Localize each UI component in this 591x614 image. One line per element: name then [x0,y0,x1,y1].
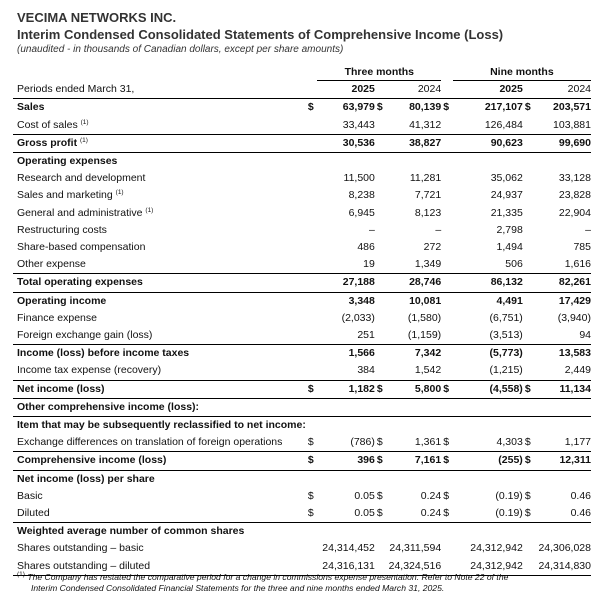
table-row [13,256,591,274]
row-label [13,540,306,557]
statement-title: Interim Condensed Consolidated Statements of Comprehensive Income (Loss) [17,27,504,42]
value-cell: 13,583 [534,345,591,363]
row-label [13,222,306,239]
row-label [13,99,306,117]
row-label-text: Research and development [17,172,146,185]
value-cell: 0.24 [420,507,442,520]
currency-symbol [306,540,318,557]
row-label-text: Sales and marketing [17,189,113,202]
value-cell: – [435,223,442,236]
table-row [13,310,591,327]
currency-symbol: $ [307,507,314,520]
value-cell: 24,312,942 [470,542,523,555]
year-header-row [13,81,591,99]
currency-symbol [523,187,535,204]
value-cell: 33,443 [342,118,375,131]
value-cell: (2,033) [341,311,375,324]
empty-cell [306,153,591,171]
three-months-header: Three months [317,64,441,81]
value-cell: (786) [350,436,375,449]
currency-symbol: $ [376,507,383,520]
currency-symbol: $ [375,452,387,470]
currency-symbol [306,310,318,327]
value-cell: 94 [579,329,591,342]
value-cell: 203,571 [534,99,591,117]
currency-symbol: $ [307,436,314,449]
currency-symbol: $ [441,99,453,117]
row-label-text: Net income (loss) per share [17,472,155,485]
table-row [13,292,591,310]
value-cell: 1,542 [414,364,442,377]
currency-symbol: $ [375,380,387,398]
currency-symbol: $ [376,489,383,502]
row-label-text: Cost of sales [17,118,78,131]
value-cell: 217,107 [453,99,523,117]
row-label [13,274,306,292]
currency-symbol [523,256,535,274]
table-row [13,222,591,239]
currency-symbol [375,117,387,135]
value-cell: 1,494 [496,241,523,254]
currency-symbol [441,239,453,256]
currency-symbol [523,345,535,363]
currency-symbol: $ [376,436,383,449]
value-cell: 396 [317,452,374,470]
row-label [13,434,306,452]
currency-symbol [375,310,387,327]
value-cell: 7,161 [386,452,441,470]
value-cell: 17,429 [534,292,591,310]
currency-symbol [523,239,535,256]
currency-symbol [523,134,535,152]
row-label-text: Other comprehensive income (loss): [17,400,200,413]
value-cell: 1,182 [317,380,374,398]
currency-symbol [375,187,387,204]
table-row [13,380,591,398]
currency-symbol: $ [523,452,535,470]
value-cell: (0.19) [495,507,523,520]
empty-cell [306,470,591,488]
row-label-text: General and administrative [17,206,143,219]
row-label [13,345,306,363]
value-cell: 126,484 [484,118,523,131]
table-row [13,452,591,470]
year-header: 2025 [351,83,375,96]
currency-symbol [306,205,318,222]
row-label-text: Comprehensive income (loss) [17,454,167,467]
currency-symbol [523,327,535,345]
row-label-text: Finance expense [17,311,97,324]
value-cell: 5,800 [386,380,441,398]
row-label [13,327,306,345]
value-cell: 35,062 [490,172,523,185]
currency-symbol: $ [306,380,318,398]
year-header: 2024 [567,83,591,96]
currency-symbol [375,134,387,152]
currency-symbol [441,345,453,363]
value-cell: 24,937 [490,189,523,202]
currency-symbol [523,205,535,222]
currency-symbol: $ [441,452,453,470]
currency-symbol [441,274,453,292]
currency-symbol: $ [443,436,450,449]
table-row [13,274,591,292]
row-label [13,505,306,523]
periods-label: Periods ended March 31, [17,83,135,96]
currency-symbol [306,256,318,274]
value-cell: 99,690 [534,134,591,152]
row-label-text: Exchange differences on translation of foreign operations [17,436,283,449]
value-cell: 82,261 [534,274,591,292]
value-cell: 0.05 [354,489,375,502]
row-label [13,170,306,187]
currency-symbol [375,292,387,310]
value-cell: 30,536 [317,134,374,152]
value-cell: (1,215) [489,364,523,377]
currency-symbol: $ [443,489,450,502]
table-row [13,540,591,557]
row-label [13,239,306,256]
row-label [13,117,306,135]
value-cell: 0.05 [354,507,375,520]
value-cell: 19 [363,258,375,271]
currency-symbol [375,345,387,363]
table-row [13,345,591,363]
value-cell: (1,159) [407,329,442,342]
row-label-text: Gross profit [17,136,78,149]
value-cell: 272 [423,241,442,254]
currency-symbol [441,362,453,380]
value-cell: 1,566 [317,345,374,363]
currency-symbol [441,187,453,204]
footnote [17,572,508,593]
currency-symbol [306,292,318,310]
currency-symbol: $ [441,380,453,398]
value-cell: (3,940) [557,311,591,324]
currency-symbol: $ [523,99,535,117]
currency-symbol [375,540,387,557]
value-cell: (1,580) [407,311,442,324]
value-cell: 11,281 [409,172,442,185]
value-cell: 24,316,131 [317,558,374,576]
empty-cell [306,417,591,435]
currency-symbol [523,362,535,380]
currency-symbol: $ [375,99,387,117]
value-cell: 80,139 [386,99,441,117]
currency-symbol [306,345,318,363]
value-cell: 0.46 [570,489,591,502]
value-cell: 27,188 [317,274,374,292]
row-label-text: Restructuring costs [17,223,107,236]
currency-symbol: $ [523,380,535,398]
row-label-text: Net income (loss) [17,382,105,395]
row-label-text: Diluted [17,507,50,520]
table-row [13,362,591,380]
currency-symbol [306,274,318,292]
value-cell: 24,306,028 [538,542,591,555]
footnote-line: The Company has restated the comparative period for a change in commissions expense presentation. Refer to Note 22 of the [27,572,509,582]
currency-symbol [375,205,387,222]
table-row [13,327,591,345]
table-row [13,417,591,435]
currency-symbol [523,540,535,557]
row-label-text: Total operating expenses [17,276,143,289]
footnote-ref: (1) [80,118,89,126]
footnote-ref: (1) [80,136,88,144]
currency-symbol [375,239,387,256]
value-cell: 33,128 [558,172,591,185]
row-label [13,488,306,505]
currency-symbol [523,292,535,310]
company-name: VECIMA NETWORKS INC. [17,10,177,25]
value-cell: 6,945 [348,206,375,219]
value-cell: 785 [573,241,591,254]
value-cell: 24,314,452 [322,542,375,555]
table-row [13,470,591,488]
table-row [13,187,591,204]
value-cell: (0.19) [495,489,523,502]
value-cell: 24,324,516 [386,558,441,576]
currency-symbol [441,117,453,135]
value-cell: 86,132 [453,274,523,292]
currency-symbol [306,187,318,204]
value-cell: (6,751) [489,311,523,324]
row-label [13,470,306,488]
value-cell: 11,500 [343,172,375,185]
nine-months-header: Nine months [453,64,591,81]
table-row [13,205,591,222]
currency-symbol: $ [306,99,318,117]
currency-symbol [441,134,453,152]
row-label [13,292,306,310]
table-row [13,239,591,256]
row-label-text: Share-based compensation [17,241,146,254]
row-label-text: Other expense [17,258,86,271]
value-cell: (4,558) [453,380,523,398]
row-label-text: Sales [17,101,45,114]
table-row [13,117,591,135]
footnote-ref: (1) [145,206,154,214]
currency-symbol [523,222,535,239]
currency-symbol [441,540,453,557]
value-cell: 1,616 [564,258,591,271]
statement-header [17,10,503,56]
value-cell: 38,827 [386,134,441,152]
row-label-text: Foreign exchange gain (loss) [17,329,153,342]
currency-symbol [375,362,387,380]
value-cell: 11,134 [534,380,591,398]
currency-symbol: $ [524,507,531,520]
currency-symbol [523,274,535,292]
value-cell: 486 [357,241,375,254]
footnote-marker: (1) [17,571,25,578]
value-cell: 4,491 [453,292,523,310]
value-cell: 1,177 [564,436,591,449]
row-label [13,153,306,171]
row-label-text: Shares outstanding – diluted [17,559,151,572]
table-row [13,99,591,117]
footnote-line: Interim Condensed Consolidated Financial Statements for the three and nine months ended March 31, 2025. [31,582,445,593]
row-label [13,362,306,380]
value-cell: 41,312 [409,118,442,131]
value-cell: (5,773) [453,345,523,363]
value-cell: – [369,223,375,236]
value-cell: 4,303 [496,436,523,449]
currency-symbol [375,327,387,345]
row-label-text: Operating expenses [17,155,118,167]
row-label-text: Income tax expense (recovery) [17,364,162,377]
value-cell: 506 [505,258,523,271]
table-row [13,398,591,416]
statement-subtitle: (unaudited - in thousands of Canadian dollars, except per share amounts) [17,44,344,55]
currency-symbol [306,239,318,256]
currency-symbol [375,170,387,187]
value-cell: 0.24 [420,489,442,502]
income-statement-table [13,64,591,576]
value-cell: 7,721 [414,189,442,202]
row-label-text: Shares outstanding – basic [17,542,144,555]
value-cell: 1,349 [414,258,442,271]
table-row [13,434,591,452]
currency-symbol [306,362,318,380]
table-row [13,153,591,171]
value-cell: 90,623 [453,134,523,152]
table-row [13,488,591,505]
value-cell: (255) [453,452,523,470]
year-header: 2025 [499,83,523,96]
value-cell: 251 [357,329,375,342]
currency-symbol [306,117,318,135]
value-cell: 2,798 [496,223,523,236]
currency-symbol [441,327,453,345]
currency-symbol [375,256,387,274]
currency-symbol [441,292,453,310]
value-cell: 24,311,594 [389,542,442,555]
currency-symbol [441,205,453,222]
currency-symbol [306,170,318,187]
currency-symbol [306,222,318,239]
currency-symbol: $ [307,489,314,502]
currency-symbol [523,170,535,187]
row-label [13,452,306,470]
currency-symbol [306,327,318,345]
row-label-text: Item that may be subsequently reclassified to net income: [17,419,306,432]
currency-symbol [441,256,453,274]
row-label-text: Weighted average number of common shares [17,525,245,538]
row-label [13,205,306,222]
value-cell: 8,238 [348,189,375,202]
column-group-header-row [13,64,591,81]
currency-symbol [441,170,453,187]
row-label [13,380,306,398]
value-cell: 1,361 [414,436,442,449]
value-cell: 3,348 [317,292,374,310]
value-cell: 24,314,830 [534,558,591,576]
table-row [13,523,591,541]
currency-symbol [375,222,387,239]
currency-symbol [523,310,535,327]
value-cell: 2,449 [564,364,591,377]
currency-symbol: $ [306,452,318,470]
row-label [13,187,306,204]
value-cell: 10,081 [386,292,441,310]
value-cell: 8,123 [414,206,442,219]
currency-symbol [441,310,453,327]
value-cell: – [585,223,591,236]
row-label [13,417,306,435]
table-row [13,134,591,152]
row-label [13,310,306,327]
currency-symbol [375,274,387,292]
value-cell: 22,904 [558,206,591,219]
row-label [13,134,306,152]
currency-symbol: $ [524,489,531,502]
currency-symbol [306,134,318,152]
value-cell: 384 [357,364,375,377]
value-cell: 24,312,942 [453,558,523,576]
currency-symbol: $ [524,436,531,449]
value-cell: 23,828 [558,189,591,202]
empty-cell [306,523,591,541]
row-label [13,256,306,274]
footnote-ref: (1) [115,189,124,197]
year-header: 2024 [417,83,442,96]
row-label-text: Basic [17,489,43,502]
table-row [13,170,591,187]
table-row [13,505,591,523]
value-cell: 103,881 [553,118,591,131]
currency-symbol [523,117,535,135]
currency-symbol [523,558,535,576]
value-cell: 63,979 [317,99,374,117]
currency-symbol: $ [443,507,450,520]
row-label [13,398,306,416]
row-label [13,523,306,541]
empty-cell [306,398,591,416]
value-cell: 7,342 [386,345,441,363]
currency-symbol [441,222,453,239]
value-cell: 0.46 [570,507,591,520]
value-cell: 12,311 [534,452,591,470]
value-cell: (3,513) [489,329,523,342]
value-cell: 21,335 [490,206,523,219]
row-label-text: Operating income [17,294,107,307]
value-cell: 28,746 [386,274,441,292]
row-label-text: Income (loss) before income taxes [17,347,190,360]
